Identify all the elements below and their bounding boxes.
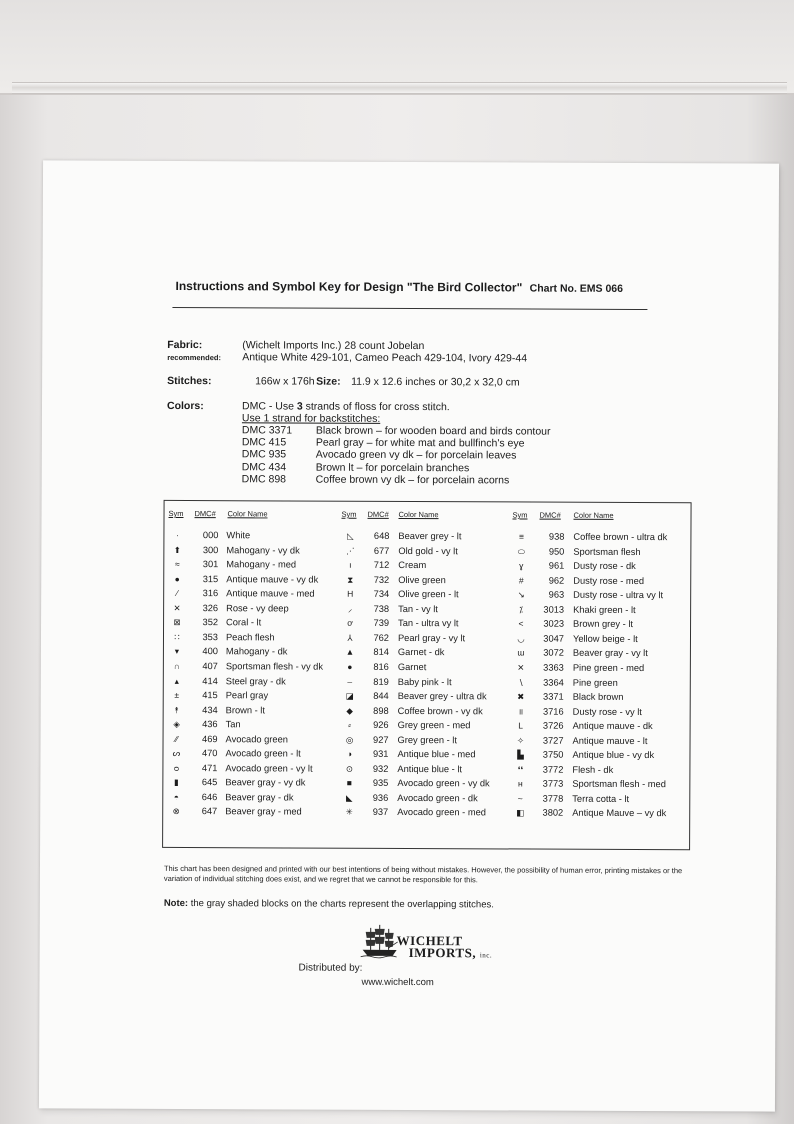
dmc-number: 3750 — [542, 749, 564, 760]
website-link[interactable]: www.wichelt.com — [361, 976, 434, 989]
logo-imports: IMPORTS, — [408, 945, 477, 961]
stitch-symbol-icon: < — [518, 618, 524, 629]
color-name: Rose - vy deep — [226, 602, 289, 614]
dmc-number: 927 — [373, 734, 389, 745]
stitch-symbol-icon: ∷ — [174, 631, 180, 642]
color-name: Olive green — [398, 574, 446, 585]
disclaimer: This chart has been designed and printed with our best intentions of being without mistakes. However, the possibility of human error, printing mistakes or the variation of individual stitching does exist, and we regret that we cannot be responsible for this. — [163, 863, 683, 885]
color-name: Baby pink - lt — [397, 676, 452, 687]
stitch-symbol-icon: ⯭ — [174, 704, 180, 715]
backstitch-code: DMC 935 — [241, 448, 287, 461]
color-name: Beaver gray - med — [225, 806, 302, 817]
logo-inc: inc. — [479, 951, 493, 960]
key-row — [164, 544, 692, 560]
note-label: Note: — [163, 897, 189, 910]
stitch-symbol-icon: ▮ — [173, 777, 179, 788]
color-name: Avocado green - vy lt — [225, 762, 313, 774]
key-row — [164, 603, 692, 619]
design-title: Instructions and Symbol Key for Design "The Bird Collector" — [175, 278, 523, 295]
color-name: Mahogany - med — [226, 559, 297, 570]
title-rule — [172, 307, 647, 310]
dmc-number: 938 — [548, 531, 565, 542]
dmc-number: 738 — [373, 603, 390, 614]
colors-label: Colors: — [166, 399, 204, 413]
dmc-number: 898 — [373, 705, 389, 716]
stitch-symbol-icon: ✕ — [517, 662, 525, 673]
stitch-symbol-icon: ᔕ — [172, 748, 181, 759]
key-row — [164, 675, 692, 691]
stitch-symbol-icon: · — [175, 529, 179, 540]
stitch-symbol-icon: ᴑ — [173, 762, 180, 773]
color-name: Terra cotta - lt — [572, 793, 630, 804]
color-name: Flesh - dk — [572, 764, 614, 775]
col3-dmc-header: DMC# — [539, 510, 561, 520]
color-name: Garnet - dk — [397, 647, 445, 658]
fabric-label: Fabric: — [167, 338, 203, 352]
color-name: Beaver grey - ultra dk — [397, 690, 487, 702]
stitch-symbol-icon: ✧ — [516, 735, 525, 746]
stitch-symbol-icon: ▾ — [174, 646, 180, 657]
color-name: Avocado green - vy dk — [397, 778, 490, 789]
dmc-number: 645 — [201, 777, 218, 788]
dmc-number: 352 — [202, 617, 219, 628]
dmc-number: 3371 — [543, 691, 564, 702]
dmc-number: 647 — [201, 806, 218, 817]
logo-line-2 — [409, 947, 493, 961]
distributed-by: Distributed by: — [298, 962, 363, 974]
dmc-number: 000 — [202, 530, 219, 541]
stitch-symbol-icon: ɯ — [517, 647, 525, 658]
stitch-symbol-icon: ≈ — [174, 559, 180, 570]
color-name: Avocado green - med — [397, 807, 486, 818]
stitch-symbol-icon: ⬆ — [173, 544, 181, 555]
chart-number: Chart No. EMS 066 — [529, 282, 624, 295]
fabric-line-2: Antique White 429-101, Cameo Peach 429-104, Ivory 429-44 — [242, 351, 528, 365]
color-name: Pearl gray - vy lt — [397, 632, 466, 644]
backstitch-description: Avocado green vy dk – for porcelain leaves — [315, 448, 517, 462]
stitch-symbol-icon: ⬭ — [517, 546, 526, 557]
dmc-number: 3726 — [542, 720, 564, 731]
col1-dmc-header: DMC# — [194, 509, 216, 519]
zip-seal — [12, 82, 787, 94]
stitch-symbol-icon: ≡ — [518, 531, 524, 542]
note-text: the gray shaded blocks on the charts represent the overlapping stitches. — [188, 898, 494, 911]
color-name: Avocado green - dk — [397, 792, 478, 804]
cross-stitch-instruction — [242, 400, 450, 413]
note — [164, 898, 494, 910]
color-name: Sportsman flesh — [573, 546, 641, 557]
color-name: Beaver gray - vy dk — [225, 777, 306, 788]
color-name: Dusty rose - vy lt — [572, 706, 642, 717]
color-name: Avocado green - lt — [225, 748, 301, 759]
dmc-number: 936 — [372, 792, 389, 803]
key-row — [164, 734, 692, 750]
stitch-count: 166w x 176h — [255, 375, 315, 388]
color-name: Yellow beige - lt — [572, 633, 638, 644]
color-name: Tan — [225, 719, 241, 730]
color-name: Sportsman flesh - vy dk — [225, 661, 324, 672]
col3-sym-header: Sym — [512, 510, 528, 520]
color-name: Beaver grey - lt — [398, 530, 462, 542]
stitch-symbol-icon: ı — [349, 559, 352, 570]
dmc-number: 300 — [202, 544, 219, 555]
color-name: Brown - lt — [225, 704, 265, 715]
color-name: Mahogany - vy dk — [226, 544, 300, 556]
stitch-symbol-icon: ॥ — [518, 706, 524, 717]
key-row — [163, 777, 691, 793]
stitch-symbol-icon: ◈ — [173, 719, 180, 730]
dmc-number: 3072 — [543, 647, 564, 659]
stitch-symbol-icon: ◺ — [347, 530, 354, 541]
stitch-symbol-icon: ⊗ — [172, 806, 180, 817]
key-row — [164, 661, 692, 677]
dmc-number: 962 — [548, 575, 565, 586]
dmc-number: 414 — [202, 675, 218, 686]
color-name: Grey green - lt — [397, 734, 457, 745]
color-name: Black brown — [572, 691, 624, 702]
dmc-number: 315 — [202, 573, 219, 584]
dmc-number: 932 — [372, 763, 389, 774]
color-name: Dusty rose - med — [573, 575, 645, 586]
dmc-number: 961 — [548, 560, 565, 571]
key-row — [164, 690, 692, 706]
col2-dmc-header: DMC# — [367, 509, 389, 519]
dmc-number: 926 — [373, 719, 389, 731]
color-name: Tan - ultra vy lt — [398, 618, 459, 629]
dmc-number: 814 — [373, 647, 389, 658]
design-size: 11.9 x 12.6 inches or 30,2 x 32,0 cm — [351, 375, 520, 389]
dmc-number: 353 — [202, 631, 219, 643]
backstitch-code: DMC 434 — [241, 460, 287, 474]
key-row — [163, 748, 691, 764]
stitch-symbol-icon: ⸗ — [348, 719, 352, 730]
dmc-number: 712 — [373, 559, 390, 571]
color-name: Antique Mauve – vy dk — [572, 808, 667, 819]
color-name: Cream — [398, 560, 427, 571]
stitch-symbol-icon: ± — [174, 690, 180, 701]
color-name: Mahogany - dk — [225, 646, 288, 657]
dmc-number: 434 — [202, 704, 218, 715]
dmc-number: 3802 — [542, 808, 564, 819]
stitch-symbol-icon: ✕ — [173, 602, 181, 613]
stitch-symbol-icon: ◑ — [346, 748, 353, 760]
color-name: Old gold - vy lt — [398, 545, 458, 556]
cross-stitch-text-a: DMC - Use — [241, 400, 297, 413]
color-name: White — [226, 530, 251, 541]
col2-name-header: Color Name — [398, 509, 439, 520]
dmc-number: 3023 — [543, 618, 565, 629]
stitch-symbol-icon: ⊙ — [345, 763, 354, 774]
dmc-number: 407 — [202, 661, 218, 672]
plastic-bag-top — [0, 0, 794, 95]
color-name: Coffee brown - vy dk — [397, 705, 483, 716]
stitch-symbol-icon: ⁄⁄ — [175, 733, 178, 744]
key-row — [164, 646, 692, 662]
backstitch-code: DMC 415 — [241, 436, 287, 449]
color-name: Antique blue - med — [397, 749, 476, 760]
key-row — [163, 806, 691, 822]
dmc-number: 436 — [202, 719, 218, 730]
stitch-symbol-icon: ▙ — [517, 749, 524, 760]
stitch-symbol-icon: ✳ — [345, 807, 353, 818]
stitch-symbol-icon: ◧ — [516, 807, 525, 818]
stitch-symbol-icon: ơ — [347, 618, 353, 629]
instruction-sheet — [39, 160, 779, 1111]
stitch-symbol-icon: ɣ — [519, 560, 524, 571]
color-name: Coral - lt — [226, 617, 262, 628]
stitch-symbol-icon: ∖ — [518, 676, 524, 687]
dmc-number: 326 — [202, 602, 219, 613]
stitch-symbol-icon: ⸝ — [347, 603, 353, 614]
dmc-number: 3047 — [543, 633, 565, 644]
color-name: Pine green - med — [572, 662, 645, 673]
stitch-symbol-icon: ∩ — [173, 660, 180, 671]
color-name: Dusty rose - dk — [573, 560, 636, 572]
dmc-number: 648 — [373, 530, 390, 541]
dmc-number: 316 — [202, 588, 219, 599]
col2-sym-header: Sym — [341, 509, 357, 519]
stitch-symbol-icon: ✖ — [517, 691, 525, 702]
color-name: Dusty rose - ultra vy lt — [573, 589, 664, 601]
color-name: Antique mauve - med — [226, 588, 315, 599]
stitch-symbol-icon: ■ — [346, 778, 352, 789]
color-name: Antique mauve - lt — [572, 735, 648, 746]
stitch-symbol-icon: ◡ — [517, 633, 525, 644]
wichelt-logo-text — [396, 932, 493, 961]
dmc-number: 3778 — [542, 793, 564, 804]
dmc-number: 415 — [202, 690, 218, 701]
dmc-number: 469 — [202, 733, 218, 744]
color-name: Khaki green - lt — [573, 604, 636, 615]
dmc-number: 732 — [373, 574, 390, 585]
symbol-key-table — [162, 500, 692, 850]
key-row — [164, 574, 692, 590]
dmc-number: 400 — [202, 646, 218, 657]
stitch-symbol-icon: ◓ — [173, 791, 179, 802]
color-name: Olive green - lt — [398, 589, 459, 600]
color-name: Pearl gray — [225, 690, 269, 701]
dmc-number: 762 — [373, 632, 390, 643]
color-name: Beaver gray - dk — [225, 792, 294, 803]
cross-stitch-text-b: strands of floss for cross stitch. — [302, 400, 450, 414]
backstitch-heading: Use 1 strand for backstitches: — [241, 412, 381, 425]
dmc-number: 3363 — [543, 662, 564, 673]
logo-line-1: WICHELT — [396, 932, 463, 949]
backstitch-description: Coffee brown vy dk – for porcelain acorns — [315, 473, 510, 487]
col1-name-header: Color Name — [227, 509, 268, 519]
dmc-number: 950 — [548, 546, 565, 557]
color-name: Garnet — [397, 661, 427, 673]
stitch-symbol-icon: H — [347, 588, 354, 599]
color-name: Antique blue - vy dk — [572, 749, 655, 761]
dmc-number: 819 — [373, 676, 389, 687]
color-name: Antique blue - lt — [397, 763, 463, 775]
backstitch-description: Black brown – for wooden board and birds contour — [315, 424, 551, 438]
stitch-symbol-icon: – — [347, 676, 353, 687]
backstitch-code: DMC 3371 — [241, 424, 293, 437]
dmc-number: 937 — [372, 807, 389, 818]
stitch-symbol-icon: ~ — [517, 793, 523, 804]
color-name: Tan - vy lt — [398, 603, 438, 614]
fabric-line-1: (Wichelt Imports Inc.) 28 count Jobelan — [242, 339, 425, 353]
dmc-number: 963 — [548, 589, 565, 600]
key-row — [163, 763, 691, 779]
dmc-number: 3716 — [542, 706, 564, 717]
strand-count: 3 — [296, 400, 303, 413]
color-name: Antique mauve - dk — [572, 720, 653, 732]
stitch-symbol-icon: L — [518, 720, 523, 731]
col1-sym-header: Sym — [168, 508, 184, 519]
key-row — [163, 792, 691, 808]
dmc-number: 844 — [373, 690, 389, 701]
dmc-number: 3773 — [542, 778, 564, 790]
color-name: Avocado green — [225, 733, 288, 745]
stitches-label: Stitches: — [167, 374, 212, 388]
dmc-number: 470 — [201, 748, 218, 759]
key-row — [164, 530, 692, 546]
stitch-symbol-icon: ◎ — [345, 734, 354, 745]
size-label: Size: — [316, 375, 341, 388]
stitch-symbol-icon: ● — [347, 661, 353, 672]
key-row — [164, 705, 692, 721]
stitch-symbol-icon: ⅄ — [347, 632, 353, 643]
backstitch-code: DMC 898 — [241, 473, 287, 486]
col3-name-header: Color Name — [573, 510, 614, 520]
stitch-symbol-icon: ⋰ — [346, 545, 355, 556]
stitch-symbol-icon: ◪ — [345, 690, 354, 701]
dmc-number: 739 — [373, 618, 390, 629]
color-name: Sportsman flesh - med — [572, 779, 666, 790]
color-name: Pine green — [572, 677, 618, 688]
color-name: Grey green - med — [397, 720, 471, 731]
key-row — [164, 588, 692, 604]
stitch-symbol-icon: ⧗ — [347, 574, 354, 585]
page-title — [175, 279, 623, 295]
stitch-symbol-icon: ʜ — [517, 778, 523, 789]
backstitch-description: Brown lt – for porcelain branches — [315, 461, 470, 474]
key-row — [164, 559, 692, 575]
dmc-number: 301 — [202, 559, 219, 570]
color-name: Beaver gray - vy lt — [572, 648, 648, 659]
fabric-recommended-label: recommended: — [167, 352, 221, 363]
dmc-number: 935 — [372, 778, 389, 789]
color-name: Brown grey - lt — [573, 619, 634, 630]
stitch-symbol-icon: ⊠ — [173, 617, 181, 628]
dmc-number: 3772 — [542, 764, 564, 775]
key-row — [164, 632, 692, 648]
stitch-symbol-icon: ❛❛ — [517, 764, 524, 775]
color-name: Antique mauve - vy dk — [226, 573, 319, 585]
stitch-symbol-icon: ● — [174, 573, 180, 584]
key-row — [164, 719, 692, 735]
stitch-symbol-icon: ⁒ — [519, 604, 524, 615]
dmc-number: 3013 — [543, 604, 565, 615]
stitch-symbol-icon: ◆ — [346, 705, 353, 716]
color-name: Steel gray - dk — [225, 675, 286, 686]
ship-logo-icon — [361, 924, 399, 960]
dmc-number: 931 — [372, 749, 389, 760]
dmc-number: 677 — [373, 545, 390, 556]
key-row — [164, 617, 692, 633]
backstitch-description: Pearl gray – for white mat and bullfinch's eye — [315, 436, 525, 450]
stitch-symbol-icon: ◣ — [345, 792, 353, 803]
stitch-symbol-icon: ▲ — [345, 647, 355, 658]
stitch-symbol-icon: ∕ — [176, 588, 178, 599]
stitch-symbol-icon: ↘ — [517, 589, 525, 600]
dmc-number: 646 — [201, 791, 218, 803]
stitch-symbol-icon: ▴ — [174, 675, 179, 686]
color-name: Peach flesh — [225, 632, 275, 643]
color-name: Coffee brown - ultra dk — [573, 531, 668, 543]
dmc-number: 471 — [201, 762, 218, 773]
stitch-symbol-icon: # — [518, 575, 524, 586]
dmc-number: 3364 — [543, 677, 564, 688]
dmc-number: 816 — [373, 661, 389, 672]
dmc-number: 734 — [373, 589, 390, 600]
dmc-number: 3727 — [542, 735, 564, 746]
